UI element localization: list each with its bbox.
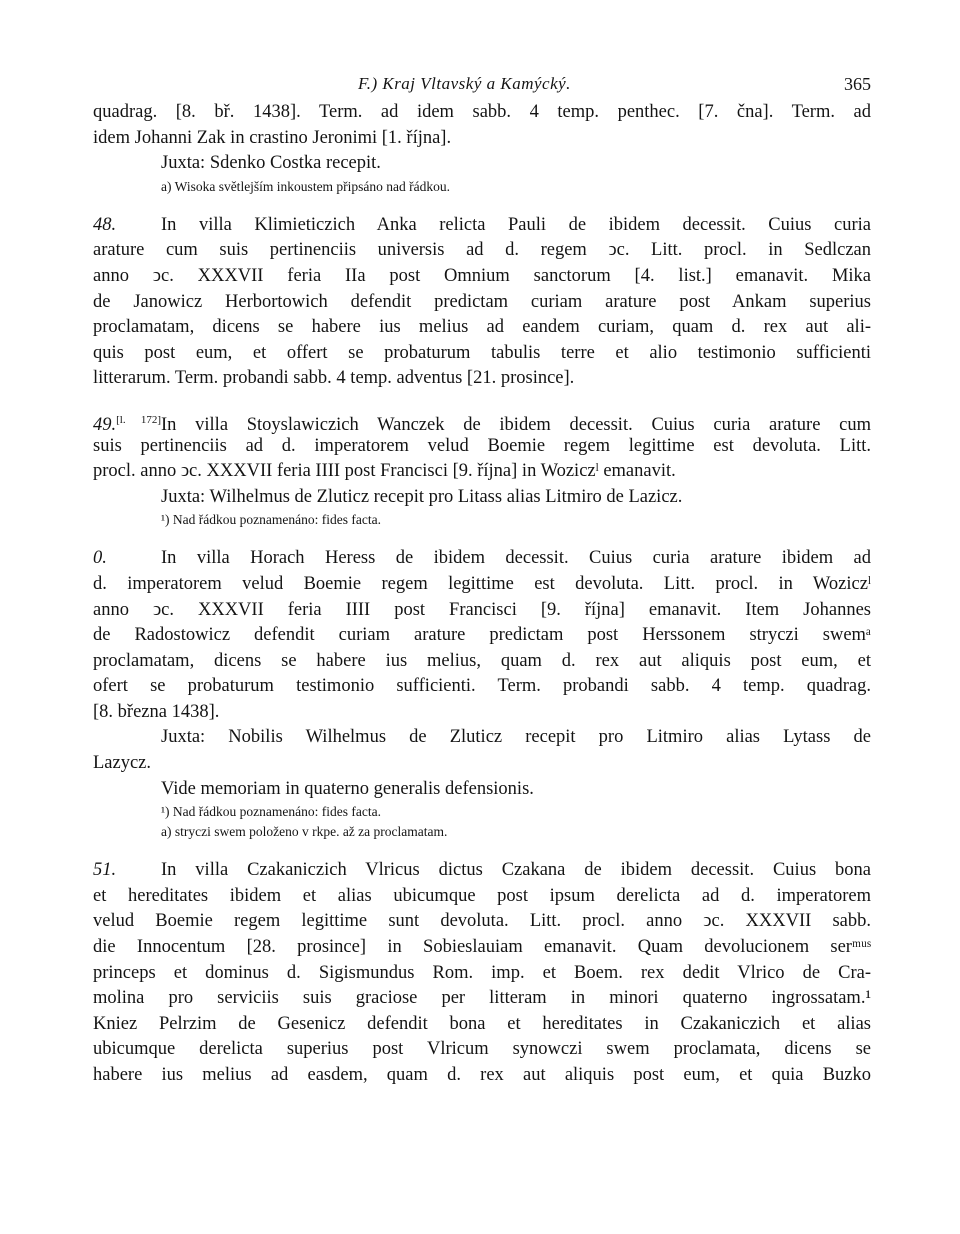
footnote: a) Wisoka světlejším inkoustem připsáno nad řádkou.: [161, 178, 451, 194]
text-line: litterarum. Term. probandi sabb. 4 temp. adventus [21. prosince].: [93, 368, 575, 389]
entry-number: 48.: [93, 214, 117, 235]
entry-number: 0.: [93, 548, 107, 569]
text-line: proclamatam, dicens se habere ius melius ad eandem curiam, quam d. rex aut ali-: [93, 317, 871, 338]
text-line: In villa Czakaniczich Vlricus dictus Czakana de ibidem decessit. Cuius bona: [161, 860, 871, 881]
entry-number: 51.: [93, 860, 117, 881]
text-line: In villa Horach Heress de ibidem decessit. Cuius curia arature ibidem ad: [161, 548, 871, 569]
text-line: [8. března 1438].: [93, 701, 220, 722]
page-number: 365: [844, 74, 871, 94]
juxta-line: Juxta: Wilhelmus de Zluticz recepit pro Litass alias Litmiro de Lazicz.: [161, 486, 683, 507]
text-line: habere ius melius ad easdem, quam d. rex aut aliquis post eum, et quia Buzko: [93, 1065, 871, 1085]
running-header: [93, 70, 871, 100]
text-line: arature cum suis pertinenciis universis ad d. regem ↄc. Litt. procl. in Sedlczan: [93, 240, 871, 261]
folio-reference: [l. 172]: [116, 413, 161, 426]
entry-51: [93, 858, 871, 1088]
entry-number: 49.: [93, 415, 117, 436]
text-line: quis post eum, et offert se probaturum tabulis terre et alio testimonio sufficienti: [93, 342, 871, 363]
header-title: F.) Kraj Vltavský a Kamýcký.: [358, 74, 571, 93]
entry-50: [93, 546, 871, 842]
text-line: princeps et dominus d. Sigismundus Rom. imp. et Boem. rex dedit Vlrico de Cra-: [93, 962, 871, 983]
text-line: Kniez Pelrzim de Gesenicz defendit bona et hereditates in Czakaniczich et alias: [93, 1013, 871, 1034]
document-page: [93, 70, 871, 1089]
text-line: die Innocentum [28. prosince] in Sobieslauiam emanavit. Quam devolucionem serᵐᵘˢ: [93, 937, 871, 958]
juxta-line: Juxta: Nobilis Wilhelmus de Zluticz recepit pro Litmiro alias Lytass de: [161, 727, 871, 748]
text-line: In villa Stoyslawiczich Wanczek de ibidem decessit. Cuius curia arature cum: [161, 415, 871, 436]
text-line: de Janowicz Herbortowich defendit predictam curiam arature post Ankam superius: [93, 291, 871, 312]
text-line: molina pro serviciis suis graciose per litteram in minori quaterno ingrossatam.¹: [93, 988, 871, 1009]
text-line: velud Boemie regem legittime sunt devoluta. Litt. procl. anno ↄc. XXXVII sabb.: [93, 911, 871, 932]
vide-line: Vide memoriam in quaterno generalis defensionis.: [161, 778, 534, 799]
text-line: d. imperatorem velud Boemie regem legittime est devoluta. Litt. procl. in Woziczˡ: [93, 573, 871, 594]
text-line: procl. anno ↄc. XXXVII feria IIII post Francisci [9. října] in Woziczˡ emanavit.: [93, 461, 676, 482]
juxta-line: Juxta: Sdenko Costka recepit.: [161, 153, 381, 174]
text-line: Lazycz.: [93, 753, 152, 774]
text-line: In villa Klimieticzich Anka relicta Pauli de ibidem decessit. Cuius curia: [161, 214, 871, 235]
top-paragraph: [93, 100, 871, 197]
text-line: anno ↄc. XXXVII feria IIa post Omnium sanctorum [4. list.] emanavit. Mika: [93, 265, 871, 286]
footnote: ¹) Nad řádkou poznamenáno: fides facta.: [161, 512, 381, 528]
text-line: suis pertinenciis ad d. imperatorem velud Boemie regem legittime est devoluta. Litt.: [93, 435, 871, 456]
footnote: a) stryczi swem položeno v rkpe. až za proclamatam.: [161, 824, 448, 840]
entry-49: [93, 408, 871, 530]
text-line: quadrag. [8. bř. 1438]. Term. ad idem sabb. 4 temp. penthec. [7. čna]. Term. ad: [93, 102, 871, 122]
footnote: ¹) Nad řádkou poznamenáno: fides facta.: [161, 804, 381, 820]
text-line: et hereditates ibidem et alias ubicumque post ipsum derelicta ad d. imperatorem: [93, 885, 871, 906]
entry-48: [93, 213, 871, 392]
text-line: anno ↄc. XXXVII feria IIII post Francisci [9. října] emanavit. Item Johannes: [93, 599, 871, 620]
text-line: de Radostowicz defendit curiam arature predictam post Herssonem stryczi swemᵃ: [93, 625, 871, 646]
text-line: proclamatam, dicens se habere ius melius, quam d. rex aut aliquis post eum, et: [93, 650, 871, 671]
text-line: ubicumque derelicta superius post Vlricum synowczi swem proclamata, dicens se: [93, 1039, 871, 1060]
text-line: idem Johanni Zak in crastino Jeronimi [1. října].: [93, 127, 452, 148]
text-line: ofert se probaturum testimonio sufficienti. Term. probandi sabb. 4 temp. quadrag.: [93, 676, 871, 697]
